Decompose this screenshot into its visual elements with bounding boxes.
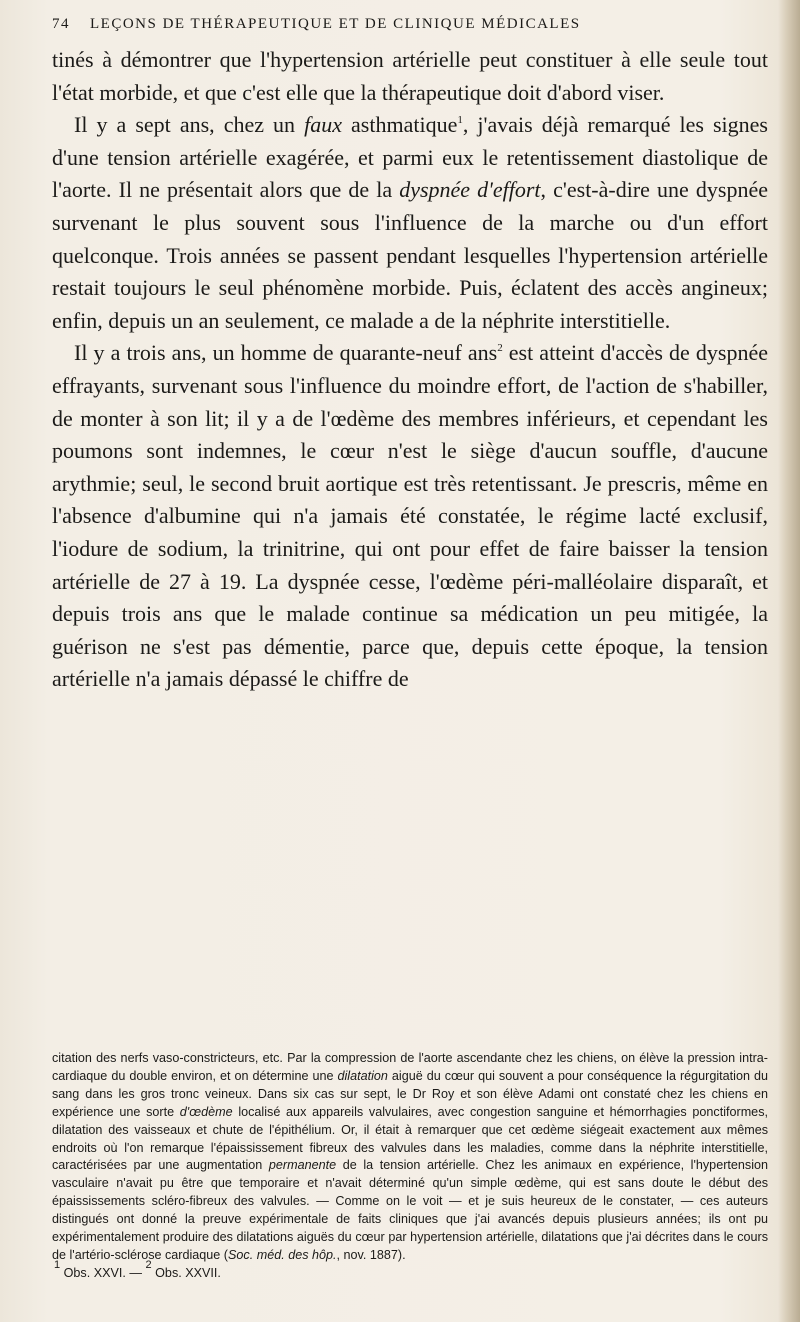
footnote-text-2: Obs. XXVII. xyxy=(151,1265,221,1280)
text-run: , nov. 1887). xyxy=(336,1247,406,1262)
text-run: , j'avais déjà remarqué les signes d'une tension artérielle exagérée, et parmi eux le retentissement diastolique de l'aorte. Il ne présentait alors que de la xyxy=(52,112,768,203)
text-run: Il y a sept ans, chez un xyxy=(74,112,305,138)
paragraph-2 xyxy=(52,109,768,337)
text-run: Il y a trois ans, un homme de quarante-neuf ans xyxy=(74,340,498,366)
footnote-ref-2: 2 xyxy=(497,342,503,355)
paragraph-1: tinés à démontrer que l'hypertension artérielle peut constituer à elle seule tout l'état morbide, et que c'est elle que la thérapeutique doit d'abord viser. xyxy=(52,47,768,105)
footnote-ref-1: 1 xyxy=(457,114,463,127)
text-run: localisé aux appareils valvulaires, avec congestion sanguine et hémorrhagies ponctiformes, dilatation des vaisseaux et chute de l'épithélium. Or, il était à remarquer que cet œdème siégeait exactement aux mêmes endroits où l'on remarque l'épaississement fibreux des valvules dans les maladies, comme dans la néphrite interstitielle, caractérisées par une augmentation xyxy=(52,1104,768,1173)
page-number: 74 xyxy=(52,16,70,32)
text-run: est atteint d'accès de dyspnée effrayants, survenant sous l'influence du moindre effort, de l'action de s'habiller, de monter à son lit; il y a de l'œdème des membres inférieurs, et cependant les poumons sont indemnes, le cœur n'est le siège d'aucun souffle, d'aucune arythmie; seul, le second bruit aortique est très retentissant. Je prescris, même en l'absence d'albumine qui n'a jamais été constatée, le régime lacté exclusif, l'iodure de sodium, la trinitrine, qui ont pour effet de faire baisser la tension artérielle de 27 à 19. La dyspnée cesse, l'œdème péri-malléolaire disparaît, et depuis trois ans que le malade continue sa médication un peu mitigée, la guérison ne s'est pas démentie, parce que, depuis cette époque, la tension artérielle n'a jamais dépassé le chiffre de xyxy=(52,340,768,692)
footnotes xyxy=(52,1050,768,1283)
emphasis-faux: faux xyxy=(304,112,342,138)
footnote-references xyxy=(52,1258,768,1283)
text-run: asthmatique xyxy=(341,112,458,138)
footnote-text-1: Obs. XXVI. — xyxy=(60,1265,146,1280)
emphasis-dilatation: dilatation xyxy=(337,1068,388,1083)
main-text xyxy=(52,44,768,696)
text-run: , c'est-à-dire une dyspnée survenant le plus souvent sous l'influence de la marche ou d'un effort quelconque. Trois années se passent pendant lesquelles l'hypertension artérielle restait toujours le seul phénomène morbide. Puis, éclatent des accès angineux; enfin, depuis un an seulement, ce malade a de la néphrite interstitielle. xyxy=(52,177,768,333)
footnote-continuation xyxy=(52,1050,768,1265)
running-title: LEÇONS DE THÉRAPEUTIQUE ET DE CLINIQUE MÉDICALES xyxy=(90,16,581,32)
footnote-number-1: 1 xyxy=(54,1258,61,1271)
emphasis-dyspnee: dyspnée d'effort xyxy=(399,177,541,203)
emphasis-journal: Soc. méd. des hôp. xyxy=(228,1247,337,1262)
text-run: aiguë du cœur qui souvent a pour conséquence la régurgitation du sang dans les gros tronc veineux. Dans six cas sur sept, le Dr Roy et son élève Adami ont constaté chez les chiens en expérience une sorte xyxy=(52,1068,768,1119)
emphasis-oedeme: d'œdème xyxy=(179,1104,233,1119)
emphasis-permanente: permanente xyxy=(268,1158,337,1173)
footnote-number-2: 2 xyxy=(145,1258,152,1271)
page-edge-shadow xyxy=(778,0,800,1322)
text-run: de la tension artérielle. Chez les animaux en expérience, l'hypertension vasculaire n'avait pu être que temporaire et n'avait déterminé qu'un simple œdème, qui est sans doute le début des épaississements scléro-fibreux des valvules. — Comme on le voit — et je suis heureux de le constater, — ces auteurs distingués ont donné la preuve expérimentale de faits cliniques que j'ai avancés depuis plusieurs années; ils ont pu expérimentalement produire des dilatations aiguës du cœur par hypertension artérielle, dilatations que j'ai décrites dans le cours de l'artério-sclérose cardiaque ( xyxy=(52,1158,768,1262)
text-run: citation des nerfs vaso-constricteurs, etc. Par la compression de l'aorte ascendante chez les chiens, on élève la pression intra-cardiaque du double environ, et on détermine une xyxy=(52,1051,768,1083)
paragraph-3 xyxy=(52,337,768,696)
running-head xyxy=(52,16,772,38)
